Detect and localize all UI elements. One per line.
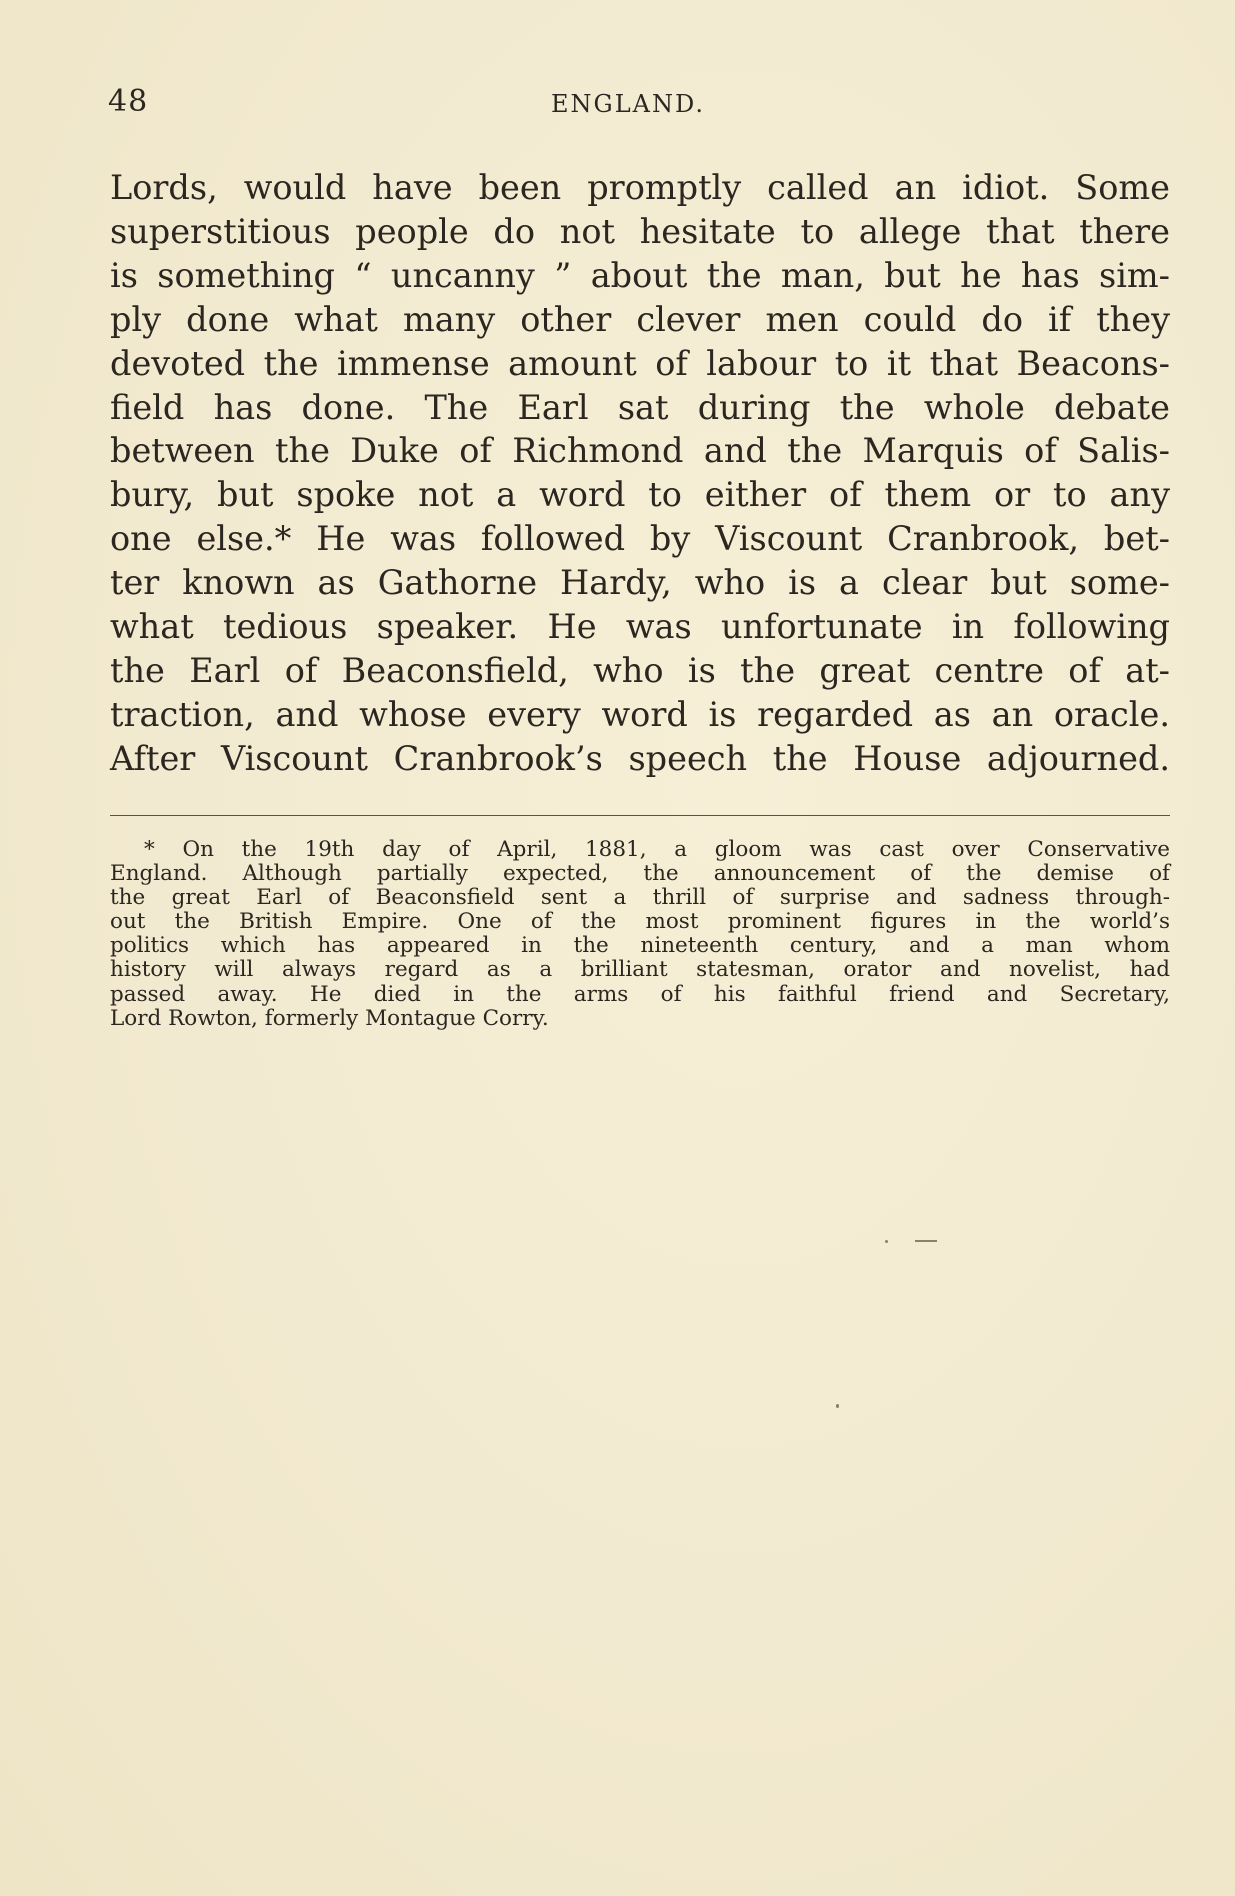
body-line: what tedious speaker. He was unfortunate in following: [110, 607, 1170, 647]
footnote-divider: [110, 815, 1170, 816]
body-line: between the Duke of Richmond and the Marquis of Salis-: [110, 431, 1170, 471]
footnote-line: England. Although partially expected, the announcement of the demise of: [110, 861, 1170, 887]
footnote-line: * On the 19th day of April, 1881, a gloom was cast over Conservative: [144, 837, 1170, 862]
body-line: field has done. The Earl sat during the whole debate: [110, 387, 1170, 427]
body-line: one else.* He was followed by Viscount Cranbrook, bet-: [110, 519, 1170, 559]
body-line: is something “ uncanny ” about the man, but he has sim-: [110, 255, 1170, 295]
paper-speck: [885, 1240, 888, 1243]
body-line: Lords, would have been promptly called an idiot. Some: [110, 168, 1170, 207]
body-line: ply done what many other clever men could do if they: [110, 299, 1170, 339]
footnote-line: the great Earl of Beaconsfield sent a thrill of surprise and sadness through-: [110, 885, 1170, 911]
body-line: ter known as Gathorne Hardy, who is a clear but some-: [110, 563, 1170, 603]
running-head: ENGLAND.: [551, 90, 705, 118]
body-line: superstitious people do not hesitate to allege that there: [110, 211, 1170, 251]
body-line: the Earl of Beaconsfield, who is the great centre of at-: [110, 650, 1170, 690]
paper-speck: [915, 1240, 937, 1242]
body-line: After Viscount Cranbrook’s speech the House adjourned.: [110, 738, 1170, 778]
paper-speck: [836, 1404, 839, 1408]
page-number: 48: [108, 84, 149, 119]
footnote-line: out the British Empire. One of the most prominent figures in the world’s: [110, 909, 1170, 935]
footnote-line: history will always regard as a brilliant statesman, orator and novelist, had: [110, 957, 1170, 983]
page-header: [108, 84, 1168, 124]
footnote-line: passed away. He died in the arms of his faithful friend and Secretary,: [110, 981, 1170, 1007]
footnote: [110, 838, 1170, 1031]
footnote-line: Lord Rowton, formerly Montague Corry.: [110, 1005, 549, 1031]
body-line: devoted the immense amount of labour to it that Beacons-: [110, 343, 1170, 383]
footnote-line: politics which has appeared in the nineteenth century, and a man whom: [110, 933, 1170, 959]
body-paragraph: [110, 166, 1170, 781]
body-line: traction, and whose every word is regarded as an oracle.: [110, 694, 1170, 734]
body-line: bury, but spoke not a word to either of them or to any: [110, 475, 1170, 515]
